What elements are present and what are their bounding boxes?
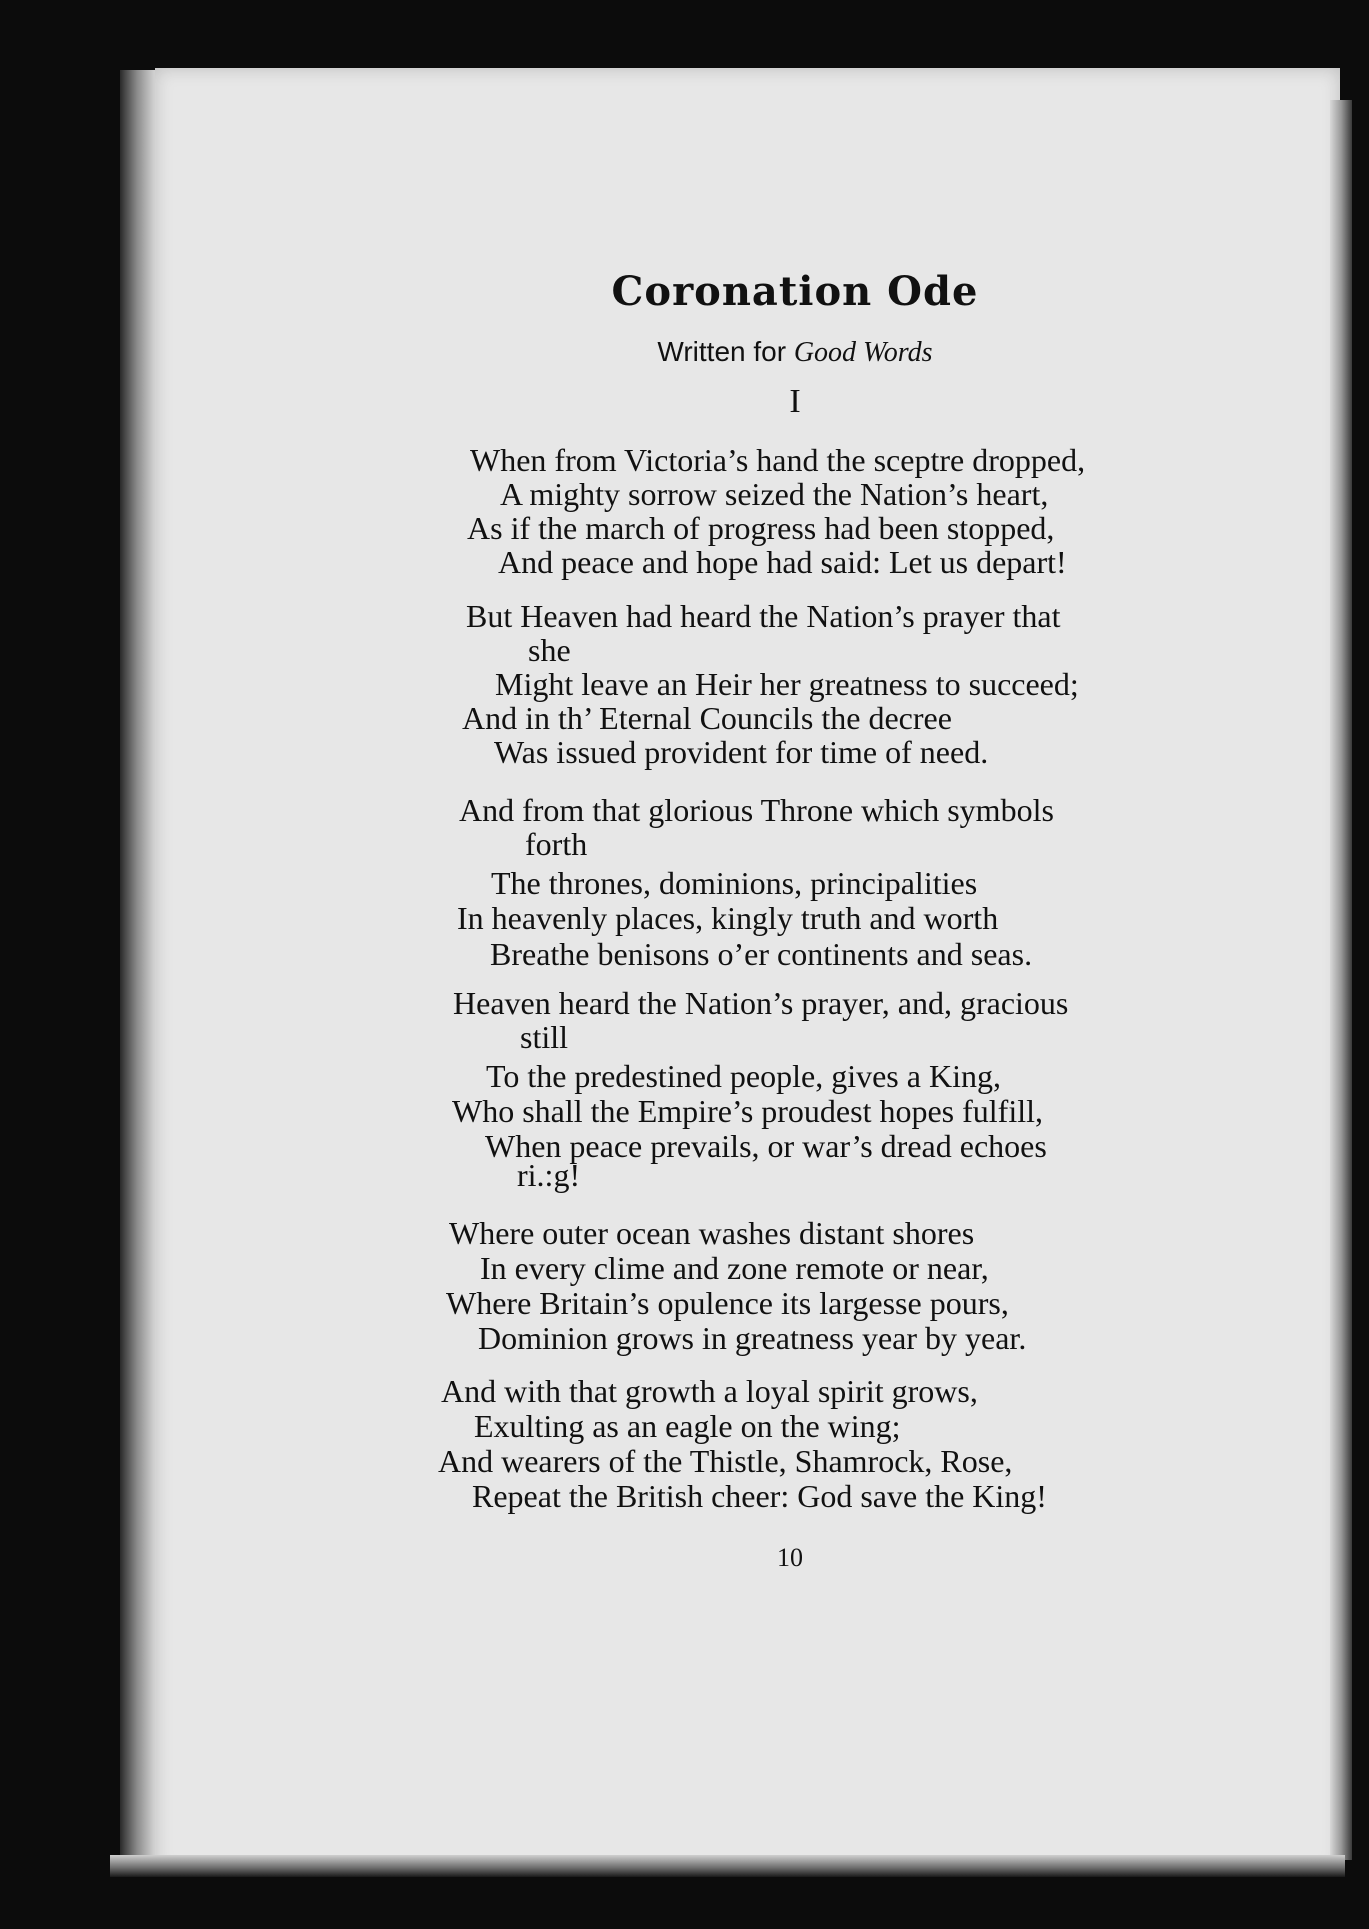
poem-line: But Heaven had heard the Nation’s prayer that (466, 598, 1061, 634)
poem-line: Repeat the British cheer: God save the King! (472, 1478, 1047, 1514)
poem-line: In every clime and zone remote or near, (480, 1250, 989, 1286)
poem-line: As if the march of progress had been stopped, (467, 510, 1055, 546)
poem-line: And wearers of the Thistle, Shamrock, Rose, (438, 1443, 1013, 1479)
page-edge-bottom (110, 1855, 1345, 1877)
poem-line: And peace and hope had said: Let us depart! (498, 544, 1067, 580)
poem-line: When from Victoria’s hand the sceptre dropped, (470, 442, 1086, 478)
poem-line: Exulting as an eagle on the wing; (474, 1408, 901, 1444)
subtitle-prefix: Written for (657, 336, 787, 367)
poem-line: Was issued provident for time of need. (494, 734, 989, 770)
poem-line: Dominion grows in greatness year by year. (478, 1320, 1027, 1356)
poem-line: Who shall the Empire’s proudest hopes fulfill, (452, 1093, 1043, 1129)
poem-title: Coronation Ode (611, 268, 979, 315)
poem-line: And from that glorious Throne which symbols (459, 792, 1054, 828)
poem-line: The thrones, dominions, principalities (491, 865, 978, 901)
section-number: I (789, 383, 801, 420)
poem-line: she (528, 632, 571, 668)
poem-line: In heavenly places, kingly truth and worth (457, 900, 999, 936)
poem-line: Might leave an Heir her greatness to succeed; (495, 666, 1079, 702)
poem-line: Heaven heard the Nation’s prayer, and, gracious (453, 985, 1069, 1021)
page-edge-right (1330, 100, 1352, 1860)
page-number: 10 (777, 1543, 803, 1572)
poem-line: ri.:g! (517, 1157, 581, 1193)
poem-line: still (520, 1019, 569, 1055)
poem-line: And with that growth a loyal spirit grows, (441, 1373, 978, 1409)
poem-line: To the predestined people, gives a King, (486, 1058, 1001, 1094)
poem-subtitle (560, 336, 1030, 369)
poem-line: And in th’ Eternal Councils the decree (462, 700, 952, 736)
poem-line: Breathe benisons o’er continents and seas. (490, 936, 1033, 972)
poem-line: A mighty sorrow seized the Nation’s heart, (500, 476, 1049, 512)
poem-line: Where Britain’s opulence its largesse pours, (446, 1285, 1009, 1321)
poem-line: Where outer ocean washes distant shores (449, 1215, 975, 1251)
subtitle-publication: Good Words (793, 337, 933, 368)
poem-line: When peace prevails, or war’s dread echoes (485, 1128, 1047, 1164)
poem-line: forth (525, 826, 588, 862)
